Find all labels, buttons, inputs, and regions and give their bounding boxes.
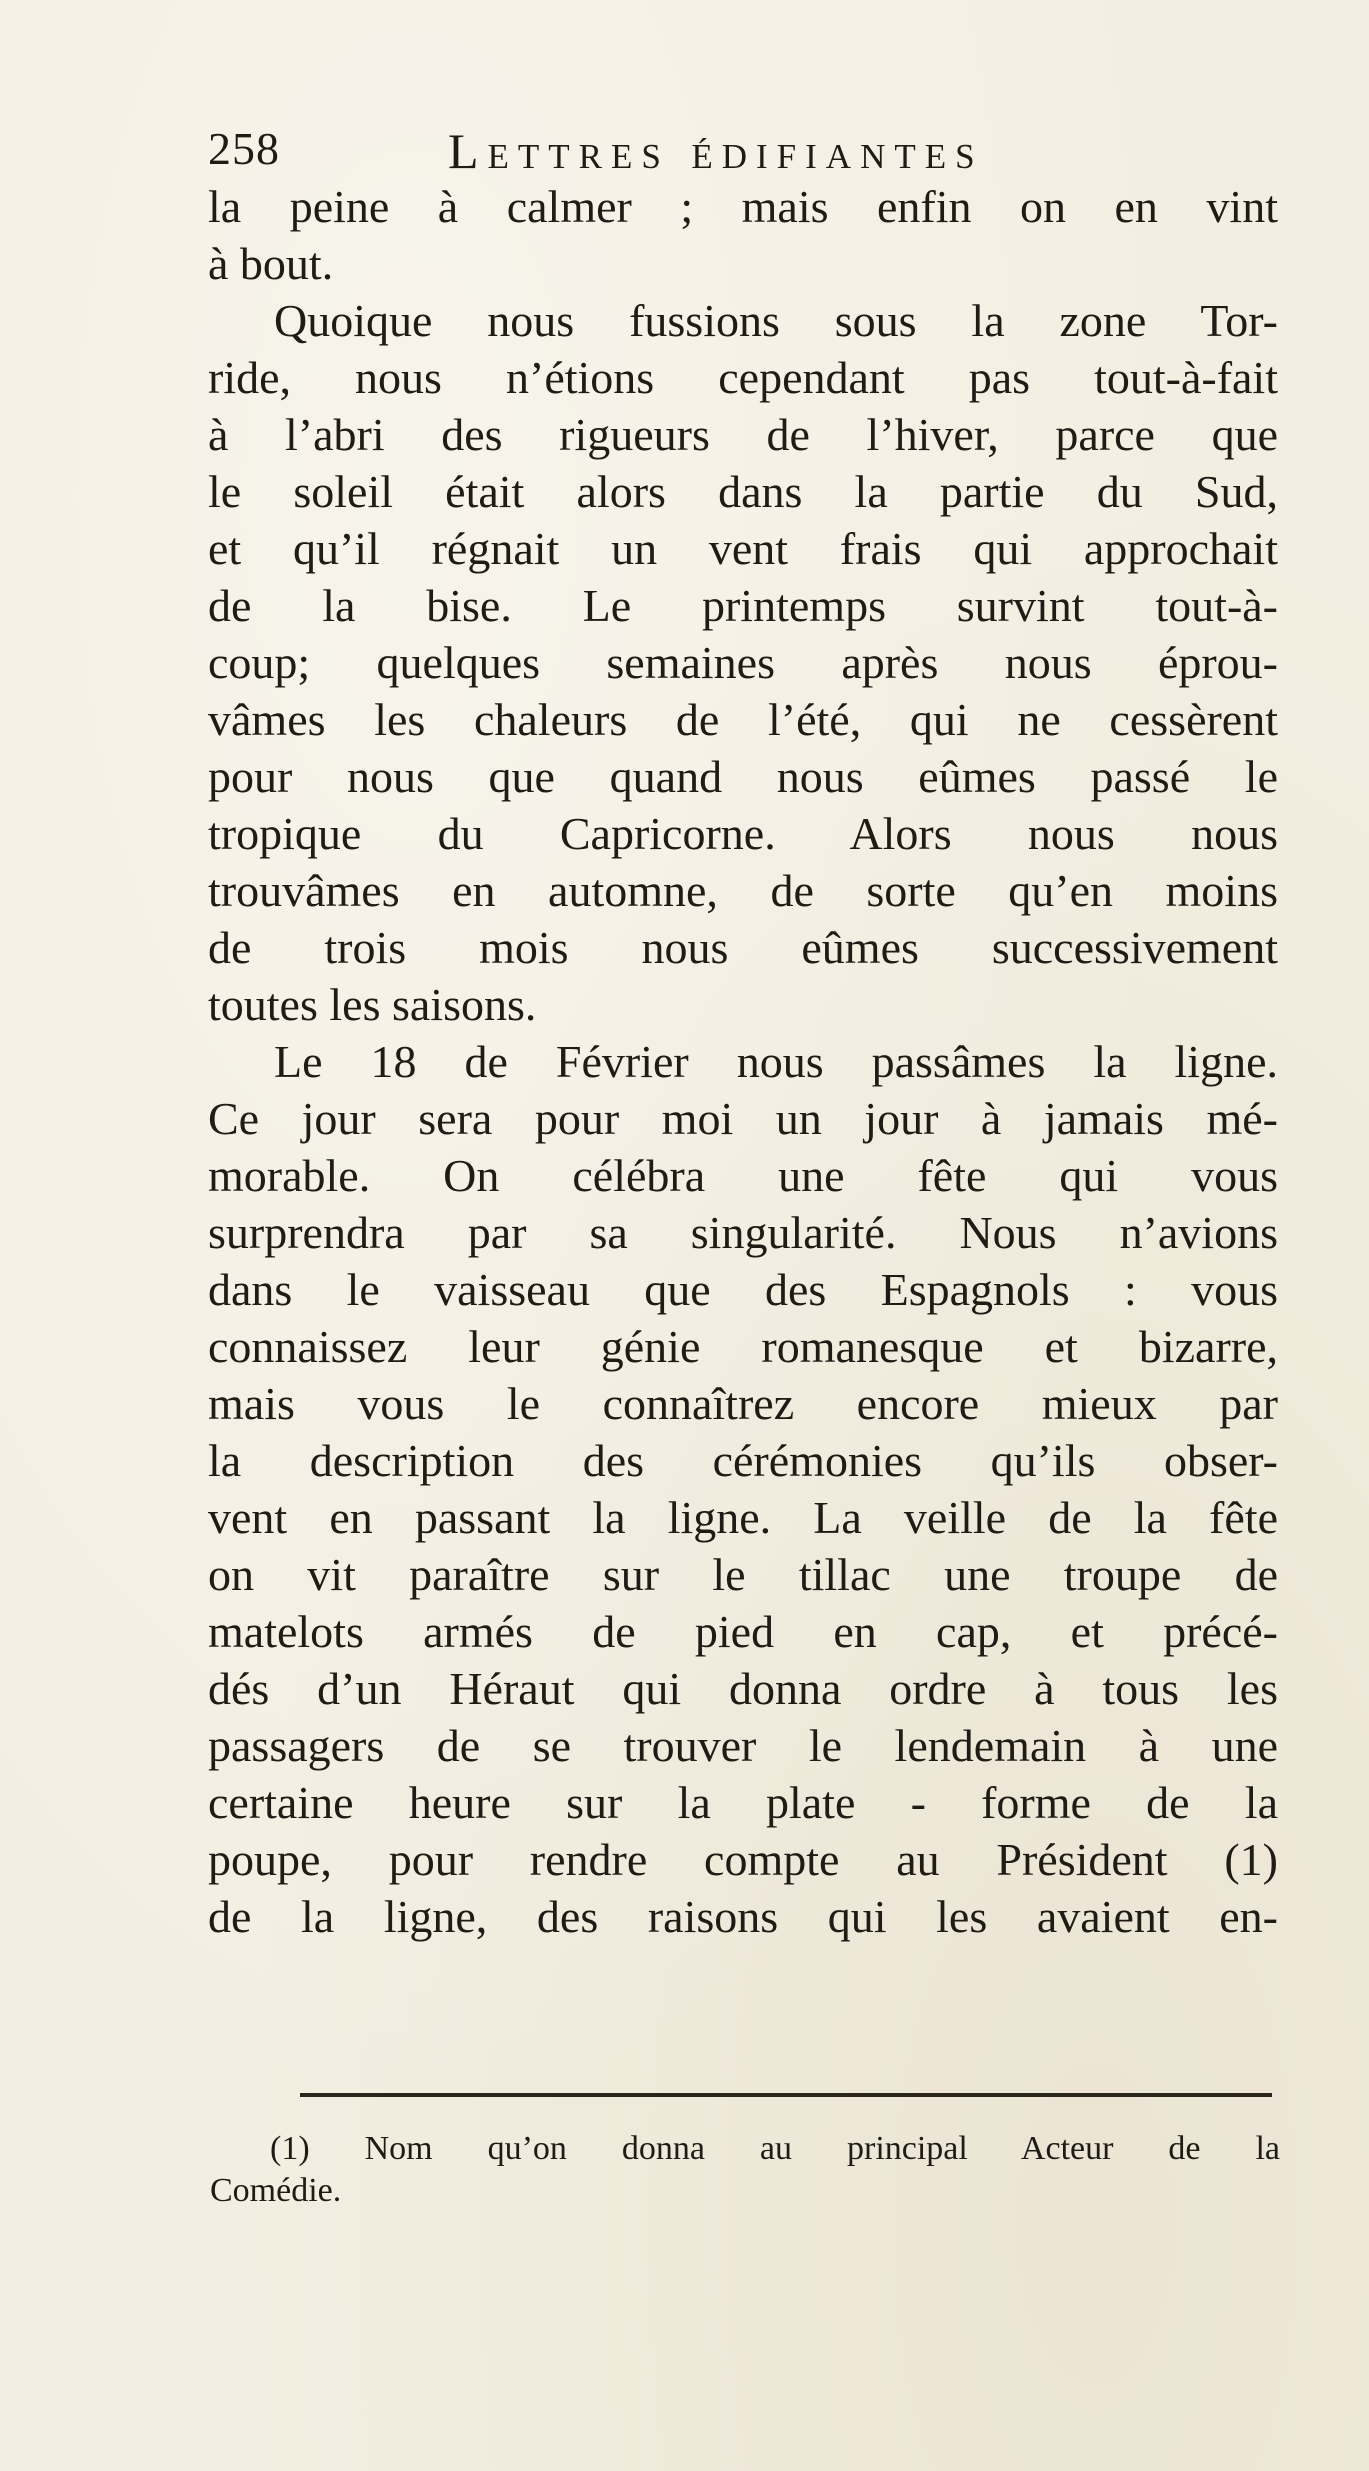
- text-line: de trois mois nous eûmes successivement: [208, 922, 1278, 973]
- text-line: vâmes les chaleurs de l’été, qui ne cessèrent: [208, 694, 1278, 745]
- footnote-line: Comédie.: [210, 2172, 342, 2209]
- text-line: tropique du Capricorne. Alors nous nous: [208, 808, 1278, 859]
- text-line: ride, nous n’étions cependant pas tout-à-fait: [208, 352, 1278, 403]
- text-line: matelots armés de pied en cap, et précé-: [208, 1606, 1278, 1657]
- text-line: la peine à calmer ; mais enfin on en vint: [208, 181, 1278, 232]
- text-line: de la bise. Le printemps survint tout-à-: [208, 580, 1278, 631]
- text-line: toutes les saisons.: [208, 979, 537, 1030]
- text-line: connaissez leur génie romanesque et bizarre,: [208, 1321, 1278, 1372]
- footnote: [210, 2128, 1280, 2212]
- text-line: à l’abri des rigueurs de l’hiver, parce que: [208, 409, 1278, 460]
- text-line: de la ligne, des raisons qui les avaient en-: [208, 1891, 1278, 1942]
- footnote-divider: [300, 2093, 1272, 2097]
- footnote-line: (1) Nom qu’on donna au principal Acteur de la: [270, 2130, 1280, 2167]
- paragraph-start-line: Quoique nous fussions sous la zone Tor-: [274, 295, 1278, 346]
- text-line: dans le vaisseau que des Espagnols : vous: [208, 1264, 1278, 1315]
- text-line: certaine heure sur la plate - forme de la: [208, 1777, 1278, 1828]
- text-line: et qu’il régnait un vent frais qui approchait: [208, 523, 1278, 574]
- text-line: morable. On célébra une fête qui vous: [208, 1150, 1278, 1201]
- text-line: poupe, pour rendre compte au Président (1): [208, 1834, 1278, 1885]
- running-title: Lettres édifiantes: [448, 123, 984, 179]
- text-line: vent en passant la ligne. La veille de la fête: [208, 1492, 1278, 1543]
- text-line: pour nous que quand nous eûmes passé le: [208, 751, 1278, 802]
- text-line: surprendra par sa singularité. Nous n’avions: [208, 1207, 1278, 1258]
- text-line: mais vous le connaîtrez encore mieux par: [208, 1378, 1278, 1429]
- paragraph-start-line: Le 18 de Février nous passâmes la ligne.: [274, 1036, 1278, 1087]
- text-line: le soleil était alors dans la partie du Sud,: [208, 466, 1278, 517]
- body-text: [208, 178, 1278, 1945]
- text-line: coup; quelques semaines après nous éprou-: [208, 637, 1278, 688]
- page-number: 258: [208, 123, 280, 174]
- text-line: on vit paraître sur le tillac une troupe de: [208, 1549, 1278, 1600]
- text-line: à bout.: [208, 238, 334, 289]
- text-line: la description des cérémonies qu’ils obser-: [208, 1435, 1278, 1486]
- text-line: Ce jour sera pour moi un jour à jamais mé-: [208, 1093, 1278, 1144]
- text-line: dés d’un Héraut qui donna ordre à tous les: [208, 1663, 1278, 1714]
- text-line: passagers de se trouver le lendemain à une: [208, 1720, 1278, 1771]
- text-line: trouvâmes en automne, de sorte qu’en moins: [208, 865, 1278, 916]
